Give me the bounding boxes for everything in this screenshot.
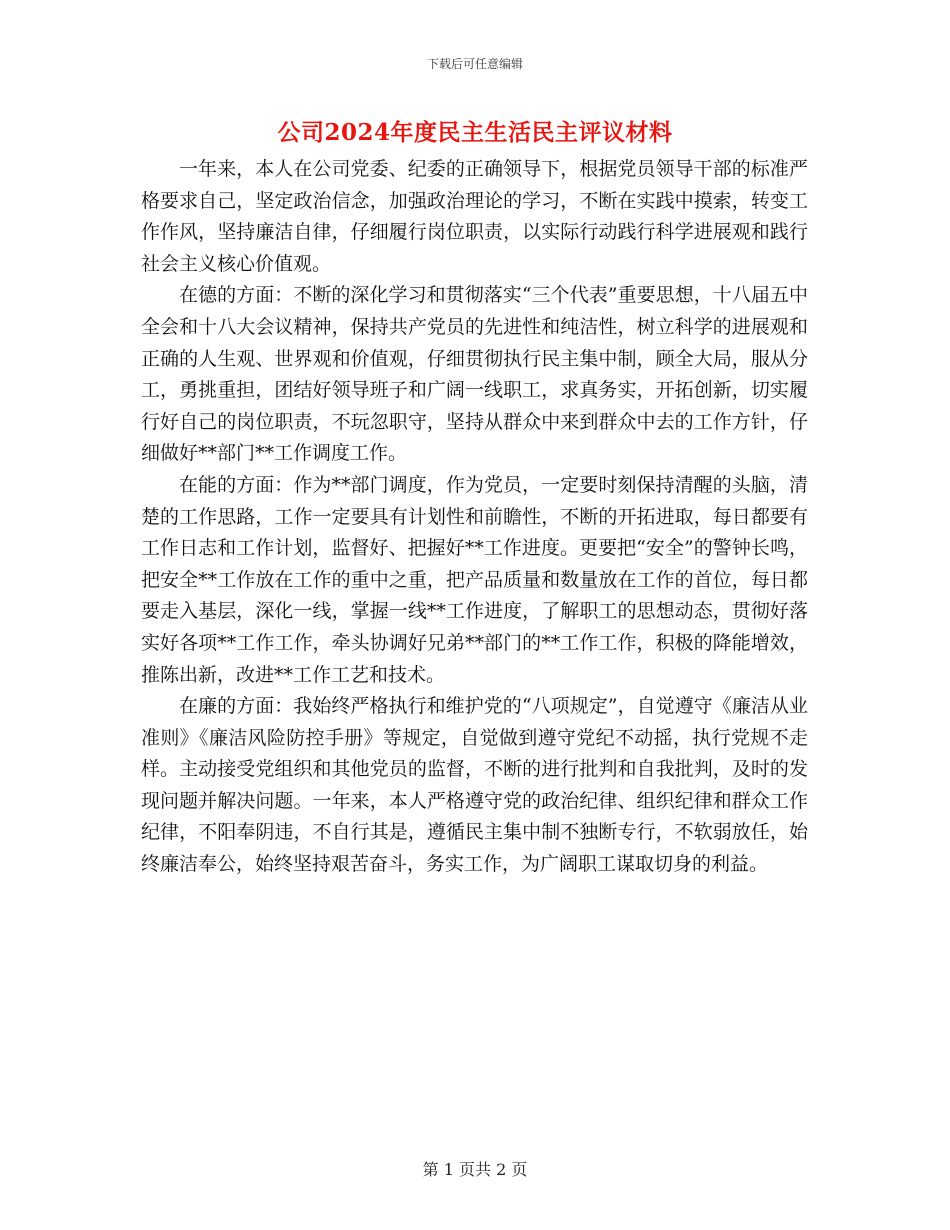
page-number: 第 1 页共 2 页 [422,1160,528,1179]
page-header-note: 下载后可任意编辑 [426,57,523,71]
document-body [141,154,808,881]
paragraph-intro: 一年来，本人在公司党委、纪委的正确领导下，根据党员领导干部的标准严格要求自己，坚定政治信念，加强政治理论的学习，不断在实践中摸索，转变工作作风，坚持廉洁自律，仔细履行岗位职责，以实际行动践行科学进展观和践行社会主义核心价值观。 [141,158,808,275]
document-title: 公司2024年度民主生活民主评议材料 [277,119,673,146]
paragraph-integrity: 在廉的方面：我始终严格执行和维护党的“八项规定”，自觉遵守《廉洁从业准则》《廉洁风险防控手册》等规定，自觉做到遵守党纪不动摇，执行党规不走样。主动接受党组织和其他党员的监督，不断的进行批判和自我批判，及时的发现问题并解决问题。一年来，本人严格遵守党的政治纪律、组织纪律和群众工作纪律，不阳奉阴违，不自行其是，遵循民主集中制不独断专行，不软弱放任，始终廉洁奉公，始终坚持艰苦奋斗，务实工作，为广阔职工谋取切身的利益。 [141,695,808,876]
paragraph-ability: 在能的方面：作为**部门调度，作为党员，一定要时刻保持清醒的头脑，清楚的工作思路，工作一定要具有计划性和前瞻性，不断的开拓进取，每日都要有工作日志和工作计划，监督好、把握好**工作进度。更要把“安全”的警钟长鸣，把安全**工作放在工作的重中之重，把产品质量和数量放在工作的首位，每日都要走入基层，深化一线，掌握一线**工作进度，了解职工的思想动态，贯彻好落实好各项**工作工作，牵头协调好兄弟**部门的**工作工作，积极的降能增效，推陈出新，改进**工作工艺和技术。 [141,473,808,686]
paragraph-morality: 在德的方面：不断的深化学习和贯彻落实“三个代表”重要思想，十八届五中全会和十八大会议精神，保持共产党员的先进性和纯洁性，树立科学的进展观和正确的人生观、世界观和价值观，仔细贯彻执行民主集中制，顾全大局，服从分工，勇挑重担，团结好领导班子和广阔一线职工，求真务实，开拓创新，切实履行好自己的岗位职责，不玩忽职守，坚持从群众中来到群众中去的工作方针，仔细做好**部门**工作调度工作。 [141,284,808,465]
